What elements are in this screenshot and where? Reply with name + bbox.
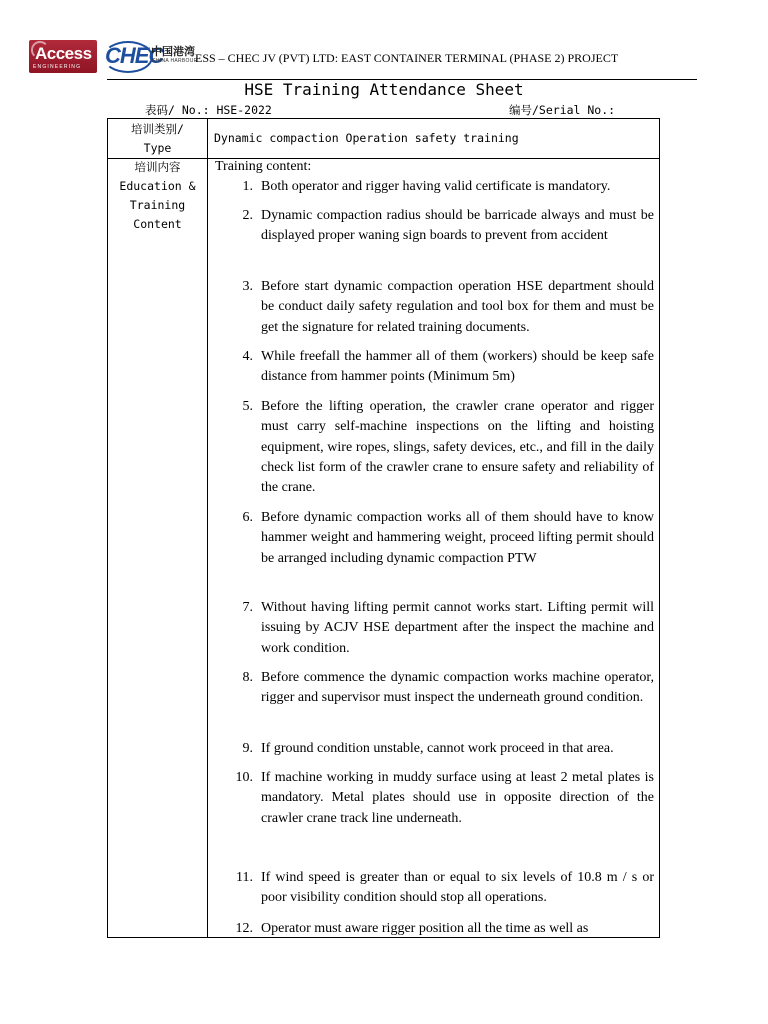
content-label-en-1: Education & bbox=[119, 179, 196, 193]
item-text: Dynamic compaction radius should be barricade always and must be displayed proper waning sign boards to prevent from accident bbox=[261, 208, 654, 244]
item-text: If ground condition unstable, cannot work proceed in that area. bbox=[261, 741, 614, 756]
company-line: ESS – CHEC JV (PVT) LTD: EAST CONTAINER TERMINAL (PHASE 2) PROJECT bbox=[195, 51, 619, 65]
form-number: 表码/ No.: HSE-2022 bbox=[145, 103, 272, 117]
item-text: If wind speed is greater than or equal to six levels of 10.8 m / s or poor visibility condition should stop all operations. bbox=[261, 870, 654, 906]
item-number: 2. bbox=[242, 208, 253, 223]
page-title: HSE Training Attendance Sheet bbox=[244, 80, 524, 99]
list-item bbox=[225, 919, 654, 939]
logo-chec-mark: CHEC bbox=[105, 43, 164, 68]
logo-access-word: Access bbox=[35, 44, 92, 63]
content-label-en-3: Content bbox=[133, 217, 182, 231]
list-item bbox=[225, 508, 654, 569]
list-item bbox=[225, 768, 654, 829]
list-item bbox=[225, 206, 654, 247]
access-engineering-logo bbox=[29, 40, 97, 73]
list-item bbox=[225, 397, 654, 498]
list-item bbox=[225, 598, 654, 659]
item-text: Without having lifting permit cannot works start. Lifting permit will issuing by ACJV HSE department after the inspect the machine and work condition. bbox=[261, 600, 654, 656]
type-label-cn: 培训类别/ bbox=[131, 122, 184, 136]
item-number: 3. bbox=[242, 279, 253, 294]
list-item bbox=[225, 347, 654, 388]
list-item bbox=[225, 177, 654, 197]
item-number: 7. bbox=[242, 600, 253, 615]
item-number: 11. bbox=[236, 870, 253, 885]
item-number: 6. bbox=[242, 510, 253, 525]
item-text: Before the lifting operation, the crawler crane operator and rigger must carry self-machine inspections on the lifting and hoisting equipment, wire ropes, slings, safety devices, etc., and fill in the daily check list form of the crawler crane to ensure safety and reliability of the crane. bbox=[261, 399, 654, 496]
item-text: While freefall the hammer all of them (workers) should be keep safe distance from hammer points (Minimum 5m) bbox=[261, 349, 654, 385]
item-number: 4. bbox=[242, 349, 253, 364]
list-item bbox=[225, 739, 654, 759]
content-label-cn: 培训内容 bbox=[134, 160, 181, 174]
serial-number: 编号/Serial No.: bbox=[509, 103, 616, 117]
table-column-divider bbox=[207, 118, 208, 938]
item-number: 10. bbox=[235, 770, 253, 785]
logo-access-sub: ENGINEERING bbox=[33, 64, 82, 70]
content-label-en-2: Training bbox=[129, 198, 186, 212]
list-item bbox=[225, 868, 654, 909]
training-content-heading: Training content: bbox=[215, 159, 312, 174]
item-text: Both operator and rigger having valid certificate is mandatory. bbox=[261, 179, 611, 194]
type-label-en: Type bbox=[143, 141, 172, 155]
item-number: 8. bbox=[242, 670, 253, 685]
item-number: 5. bbox=[242, 399, 253, 414]
item-number: 9. bbox=[242, 741, 253, 756]
chec-logo bbox=[105, 41, 201, 73]
item-number: 1. bbox=[242, 179, 253, 194]
item-text: Operator must aware rigger position all the time as well as bbox=[261, 921, 589, 936]
logo-chec-cn: 中国港湾 bbox=[151, 45, 195, 58]
logo-chec-sub: CHINA HARBOUR bbox=[152, 58, 198, 64]
item-text: If machine working in muddy surface using at least 2 metal plates is mandatory. Metal plates should use in opposite direction of the crawler crane track line underneath. bbox=[261, 770, 654, 826]
list-item bbox=[225, 277, 654, 338]
item-number: 12. bbox=[235, 921, 253, 936]
item-text: Before dynamic compaction works all of them should have to know hammer weight and hammering weight, proceed lifting permit should be arranged including dynamic compaction PTW bbox=[261, 510, 654, 566]
item-text: Before start dynamic compaction operation HSE department should be conduct daily safety regulation and tool box for them and must be get the signature for related training documents. bbox=[261, 279, 654, 335]
item-text: Before commence the dynamic compaction works machine operator, rigger and supervisor must inspect the underneath ground condition. bbox=[261, 670, 654, 706]
list-item bbox=[225, 668, 654, 709]
training-type-value: Dynamic compaction Operation safety training bbox=[214, 131, 519, 145]
document-header bbox=[29, 38, 697, 76]
